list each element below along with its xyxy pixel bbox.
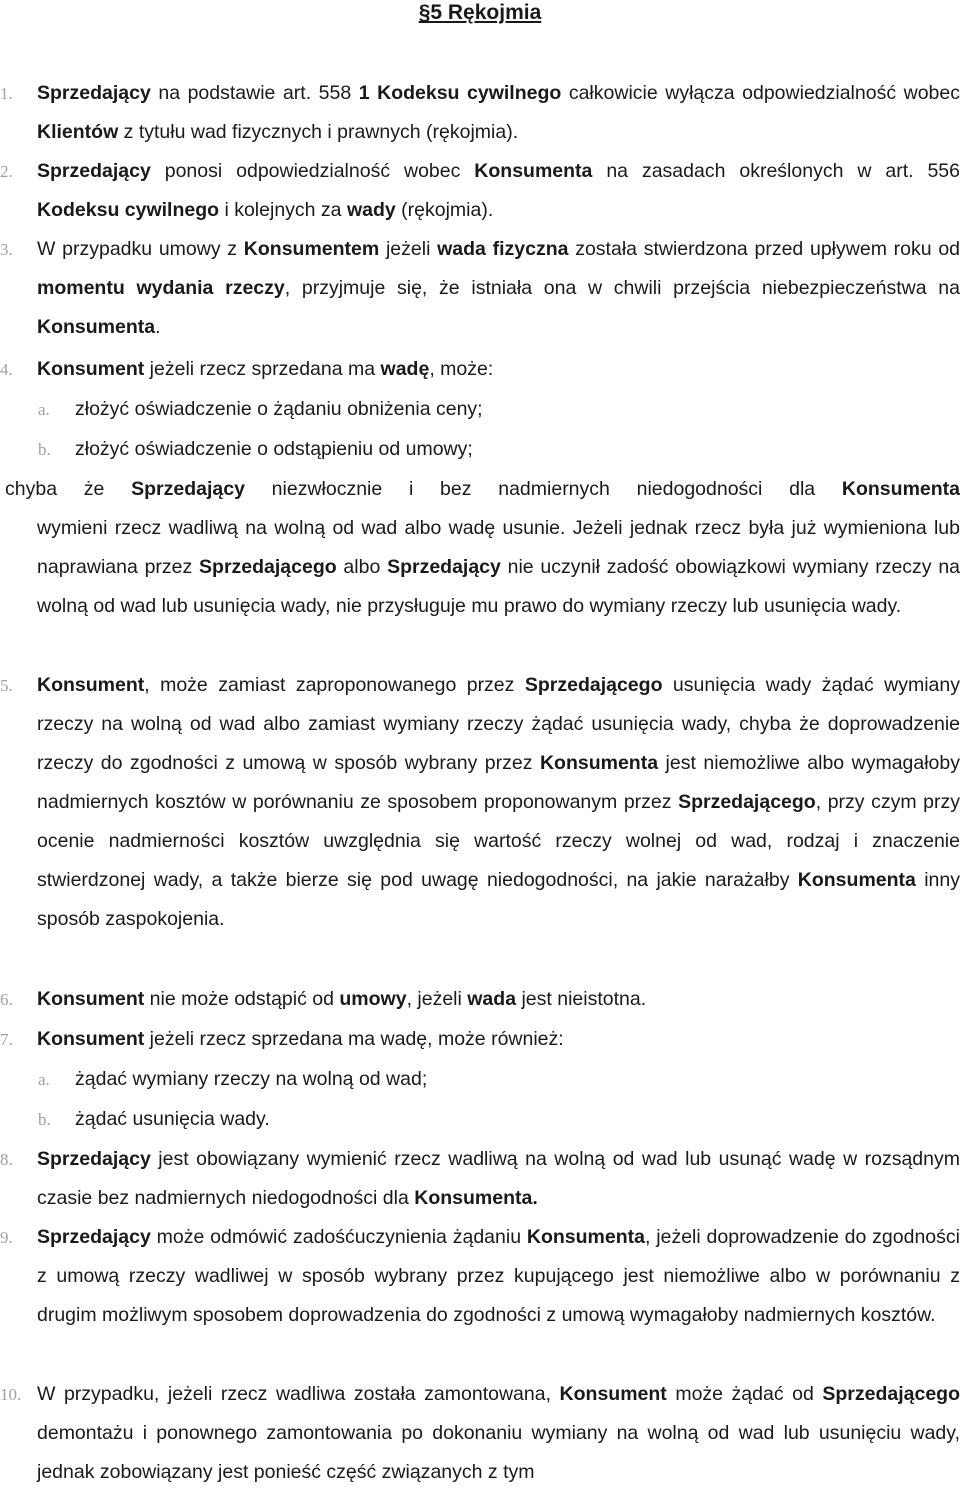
item-number: a. [38,400,50,419]
item-text [37,1140,960,1218]
item-text [37,350,960,389]
bold-term: Sprzedający [387,556,501,578]
text-run: na zasadach określonych w art. 556 [592,160,960,182]
bold-term: Sprzedający [131,478,245,500]
item-number: 1. [0,84,13,103]
section-title [0,0,960,26]
list-item [0,980,960,1019]
bold-term: Konsumenta [797,869,916,891]
text-run: (rękojmia). [395,199,494,221]
text-run: jest niemożliwe albo wymagałoby nadmiernych kosztów w porównaniu ze sposobem proponowanym przez [37,752,960,813]
list-subitem [0,1100,960,1139]
item-text [37,666,960,939]
text-run: złożyć oświadczenie o odstąpieniu od umowy; [75,438,473,460]
item-number: 8. [0,1150,13,1169]
bold-term: Konsument [559,1383,667,1405]
text-run: inny sposób zaspokojenia. [37,869,960,930]
list-item [0,1020,960,1059]
bold-term: 1 Kodeksu cywilnego [358,82,562,104]
bold-term: wadę [380,358,430,380]
item-text [75,430,960,469]
text-run: , przy czym przy ocenie nadmierności kosztów uwzględnia się wartość rzeczy wolnej od wad, rodzaj i znaczenie stwierdzonej wady, a także bierze się pod uwagę niedogodności, na jakie narażałby [37,791,960,891]
list-item [0,1375,960,1492]
bold-term: Konsumenta [841,478,960,500]
bold-term: Sprzedający [37,1226,151,1248]
list-item [0,666,960,939]
item-number: a. [38,1070,50,1089]
item-text [75,1100,960,1139]
item-text [37,152,960,230]
list-subitem [0,430,960,469]
bold-term: Konsument [37,358,145,380]
text-run: nie uczynił zadość obowiązkowi wymiany rzeczy na wolną od wad lub usunięcia wady, nie przysługuje mu prawo do wymiany rzeczy lub usunięcia wady. [37,556,960,617]
text-run: chyba że [5,478,132,500]
item-text [75,390,960,429]
bold-term: Sprzedający [37,1148,151,1170]
item-text [37,1218,960,1335]
item-text [75,1060,960,1099]
text-run: , jeżeli doprowadzenie do zgodności z umową rzeczy wadliwej w sposób wybrany przez kupującego jest niemożliwe albo w porównaniu z drugim możliwym sposobem doprowadzenia do zgodności z umową wymagałoby nadmiernych kosztów. [37,1226,960,1326]
list-item [0,1140,960,1218]
text-run: usunięcia wady żądać wymiany rzeczy na wolną od wad albo zamiast wymiany rzeczy żądać usunięcia wady, chyba że doprowadzenie rzeczy do zgodności z umową w sposób wybrany przez [37,674,960,774]
bold-term: Konsumenta [474,160,593,182]
item-number: 4. [0,360,13,379]
item-number: b. [38,1110,51,1129]
bold-term: Sprzedający [37,160,151,182]
text-run: jest nieistotna. [516,988,647,1010]
bold-term: Klientów [37,121,119,143]
text-run: niezwłocznie i bez nadmiernych niedogodności dla [244,478,842,500]
bold-term: Konsumenta [526,1226,645,1248]
text-run: została stwierdzona przed upływem roku od [568,238,960,260]
text-run: , przyjmuje się, że istniała ona w chwili przejścia niebezpieczeństwa na [284,277,960,299]
bold-term: umowy [339,988,407,1010]
list-item [0,350,960,389]
text-run: żądać wymiany rzeczy na wolną od wad; [75,1068,428,1090]
text-run: i kolejnych za [219,199,347,221]
item-number: b. [38,440,51,459]
text-run: , może: [429,358,494,380]
bold-term: Konsument [37,1028,145,1050]
text-run: , jeżeli [406,988,468,1010]
text-run: złożyć oświadczenie o żądaniu obniżenia ceny; [75,398,483,420]
item-number: 2. [0,162,13,181]
list-item [0,152,960,230]
bold-term: Konsumentem [243,238,380,260]
text-run: może żądać od [666,1383,823,1405]
item-number: 5. [0,676,13,695]
text-run: wymieni rzecz wadliwą na wolną od wad albo wadę usunie. Jeżeli jednak rzecz była już wymieniona lub naprawiana przez [37,517,960,578]
text-run: żądać usunięcia wady. [75,1108,270,1130]
continuation-rest [0,509,960,626]
bold-term: Konsumenta [37,316,156,338]
list-item [0,74,960,152]
text-run: albo [336,556,388,578]
bold-term: Sprzedającego [822,1383,960,1405]
text-run: może odmówić zadośćuczynienia żądaniu [150,1226,527,1248]
text-run: W przypadku, jeżeli rzecz wadliwa została zamontowana, [37,1383,560,1405]
text-run: jeżeli rzecz sprzedana ma [144,358,381,380]
item-text [37,1020,960,1059]
text-run: jeżeli rzecz sprzedana ma wadę, może również: [144,1028,564,1050]
bold-term: wada fizyczna [437,238,569,260]
bold-term: Konsumenta. [414,1187,538,1209]
list-subitem [0,1060,960,1099]
list-subitem [0,390,960,429]
bold-term: momentu wydania rzeczy [37,277,285,299]
bold-term: Sprzedającego [678,791,816,813]
bold-term: Kodeksu cywilnego [37,199,220,221]
text-run: . [155,316,161,338]
text-run: W przypadku umowy z [37,238,244,260]
text-run: z tytułu wad fizycznych i prawnych (rękojmia). [118,121,519,143]
bold-term: Sprzedającego [524,674,663,696]
item-text [37,230,960,347]
text-run: całkowicie wyłącza odpowiedzialność wobec [561,82,960,104]
section-title-text: §5 Rękojmia [418,1,542,24]
bold-term: Konsument [37,988,145,1010]
text-run: na podstawie art. 558 [150,82,359,104]
bold-term: Sprzedający [37,82,151,104]
item-number: 6. [0,990,13,1009]
list-item [0,1218,960,1335]
list-item [0,230,960,347]
bold-term: Konsumenta [539,752,659,774]
text-run: , może zamiast zaproponowanego przez [144,674,525,696]
continuation-paragraph [0,470,960,626]
bold-term: Konsument [37,674,145,696]
continuation-first-line [0,470,960,509]
item-number: 9. [0,1228,13,1247]
item-text [37,74,960,152]
item-number: 3. [0,240,13,259]
text-run: jest obowiązany wymienić rzecz wadliwą na wolną od wad lub usunąć wadę w rozsądnym czasie bez nadmiernych niedogodności dla [37,1148,960,1209]
text-run: ponosi odpowiedzialność wobec [150,160,475,182]
text-run: demontażu i ponownego zamontowania po dokonaniu wymiany na wolną od wad lub usunięciu wady, jednak zobowiązany jest ponieść część związanych z tym [37,1422,960,1483]
bold-term: wady [346,199,396,221]
bold-term: Sprzedającego [199,556,337,578]
item-number: 7. [0,1030,13,1049]
item-text [37,1375,960,1492]
bold-term: wada [467,988,517,1010]
text-run: nie może odstąpić od [144,988,340,1010]
item-text [37,980,960,1019]
text-run: jeżeli [379,238,438,260]
item-number: 10. [0,1385,22,1404]
